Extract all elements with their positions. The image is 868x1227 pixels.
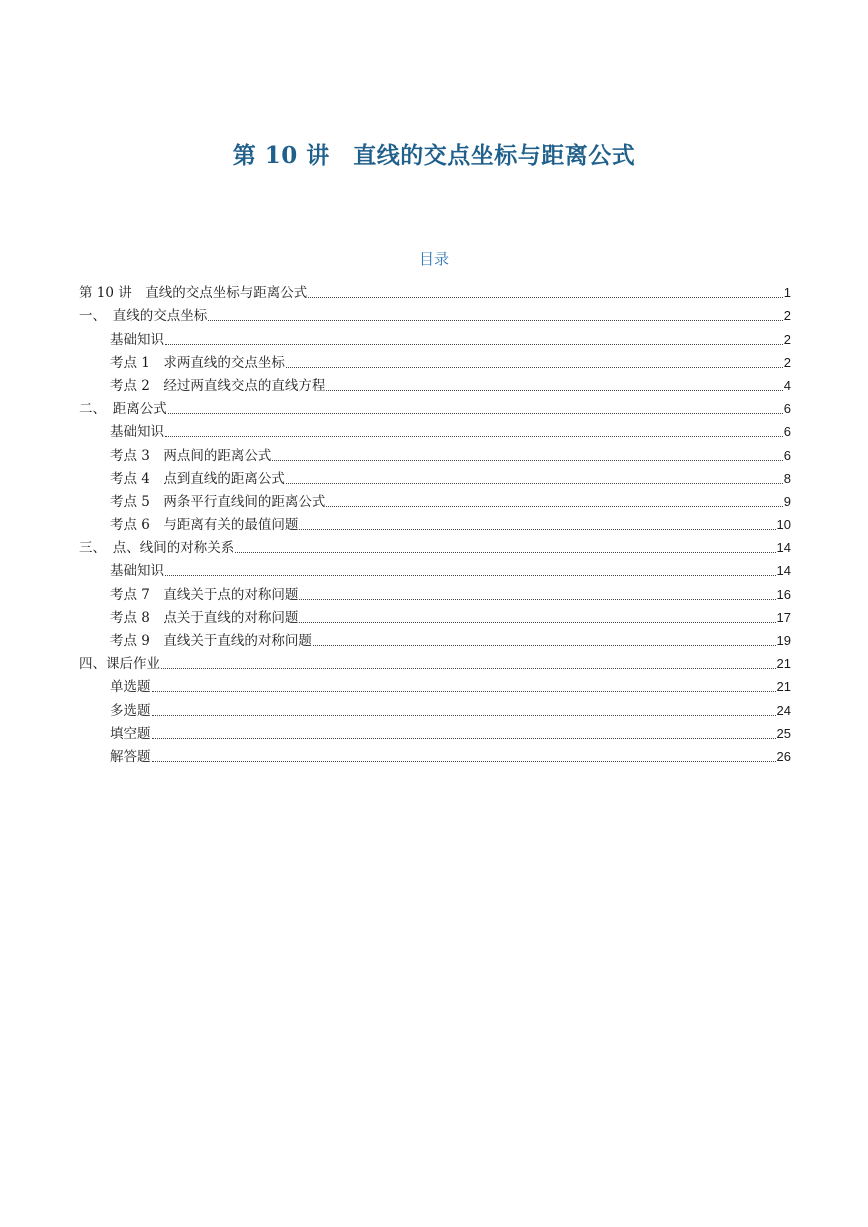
toc-entry[interactable] — [79, 488, 791, 511]
toc-leader-dots — [272, 460, 782, 461]
toc-leader-dots — [299, 622, 775, 623]
toc-leader-dots — [152, 691, 776, 692]
toc-entry-label: 考点 4 点到直线的距离公式 — [110, 470, 285, 487]
toc-entry-label: 基础知识 — [110, 424, 164, 441]
toc-entry-page: 9 — [783, 493, 791, 509]
toc-entry-page: 17 — [776, 609, 791, 625]
toc-leader-dots — [326, 390, 782, 391]
toc-entry[interactable] — [79, 720, 791, 743]
toc-entry-label: 考点 1 求两直线的交点坐标 — [110, 354, 285, 371]
toc-entry[interactable] — [79, 349, 791, 372]
toc-entry-label: 考点 3 两点间的距离公式 — [110, 447, 272, 464]
toc-entry[interactable] — [79, 325, 791, 348]
toc-entry-label: 基础知识 — [110, 563, 164, 580]
toc-entry-page: 2 — [783, 331, 791, 347]
toc-entry[interactable] — [79, 441, 791, 464]
table-of-contents — [79, 279, 791, 766]
toc-entry-label: 第 10 讲 直线的交点坐标与距离公式 — [79, 285, 308, 302]
toc-entry[interactable] — [79, 534, 791, 557]
toc-entry[interactable] — [79, 627, 791, 650]
toc-leader-dots — [235, 552, 775, 553]
toc-leader-dots — [299, 599, 775, 600]
toc-entry-page: 14 — [776, 540, 791, 556]
toc-entry-page: 21 — [776, 656, 791, 672]
toc-entry-label: 单选题 — [110, 679, 151, 696]
toc-entry[interactable] — [79, 372, 791, 395]
toc-entry-label: 考点 6 与距离有关的最值问题 — [110, 517, 299, 534]
toc-entry-page: 6 — [783, 424, 791, 440]
toc-entry-page: 25 — [776, 725, 791, 741]
toc-entry-label: 基础知识 — [110, 331, 164, 348]
toc-entry-page: 16 — [776, 586, 791, 602]
toc-heading: 目录 — [418, 250, 449, 268]
toc-entry-page: 19 — [776, 633, 791, 648]
toc-leader-dots — [165, 344, 783, 345]
toc-entry[interactable] — [79, 511, 791, 534]
toc-entry-page: 4 — [783, 377, 791, 393]
toc-entry-page: 24 — [776, 702, 791, 718]
toc-entry-label: 解答题 — [110, 748, 151, 765]
toc-entry-page: 14 — [776, 563, 791, 579]
toc-entry[interactable] — [79, 743, 791, 766]
toc-leader-dots — [168, 413, 783, 414]
toc-entry-page: 2 — [783, 308, 791, 324]
toc-leader-dots — [326, 506, 782, 507]
toc-entry-label: 填空题 — [110, 725, 151, 742]
toc-leader-dots — [165, 436, 783, 437]
toc-entry-label: 考点 8 点关于直线的对称问题 — [110, 609, 299, 626]
toc-entry-page: 8 — [783, 470, 791, 486]
toc-entry-label: 考点 9 直线关于直线的对称问题 — [110, 633, 312, 649]
toc-entry-label: 二、 距离公式 — [79, 401, 167, 418]
toc-entry-page: 26 — [776, 748, 791, 764]
toc-entry[interactable] — [79, 279, 791, 302]
toc-entry[interactable] — [79, 650, 791, 673]
toc-entry-page: 21 — [776, 679, 791, 695]
toc-entry[interactable] — [79, 465, 791, 488]
toc-entry-label: 一、 直线的交点坐标 — [79, 308, 208, 325]
toc-entry-page: 10 — [776, 517, 791, 533]
toc-leader-dots — [165, 575, 776, 576]
toc-leader-dots — [308, 297, 783, 298]
toc-leader-dots — [161, 668, 776, 669]
toc-entry-page: 2 — [783, 354, 791, 370]
toc-entry[interactable] — [79, 604, 791, 627]
toc-entry-page: 1 — [783, 285, 791, 301]
toc-leader-dots — [299, 529, 775, 530]
toc-entry-page: 6 — [783, 447, 791, 463]
toc-entry-page: 6 — [783, 401, 791, 417]
toc-entry-label: 考点 2 经过两直线交点的直线方程 — [110, 377, 326, 394]
toc-entry[interactable] — [79, 696, 791, 719]
document-title: 第 10 讲 直线的交点坐标与距离公式 — [232, 142, 636, 169]
toc-entry[interactable] — [79, 557, 791, 580]
toc-leader-dots — [152, 715, 776, 716]
toc-entry[interactable] — [79, 302, 791, 325]
toc-entry-label: 考点 7 直线关于点的对称问题 — [110, 586, 299, 603]
toc-entry-label: 多选题 — [110, 702, 151, 719]
toc-entry[interactable] — [79, 418, 791, 441]
toc-leader-dots — [313, 645, 776, 646]
toc-leader-dots — [286, 367, 783, 368]
toc-entry-label: 四、课后作业 — [79, 656, 160, 673]
toc-entry-label: 考点 5 两条平行直线间的距离公式 — [110, 493, 326, 510]
toc-leader-dots — [208, 320, 783, 321]
toc-entry[interactable] — [79, 395, 791, 418]
toc-leader-dots — [152, 761, 776, 762]
toc-entry[interactable] — [79, 580, 791, 603]
toc-entry[interactable] — [79, 673, 791, 696]
toc-leader-dots — [286, 483, 783, 484]
toc-entry-label: 三、 点、线间的对称关系 — [79, 540, 235, 557]
toc-leader-dots — [152, 738, 776, 739]
